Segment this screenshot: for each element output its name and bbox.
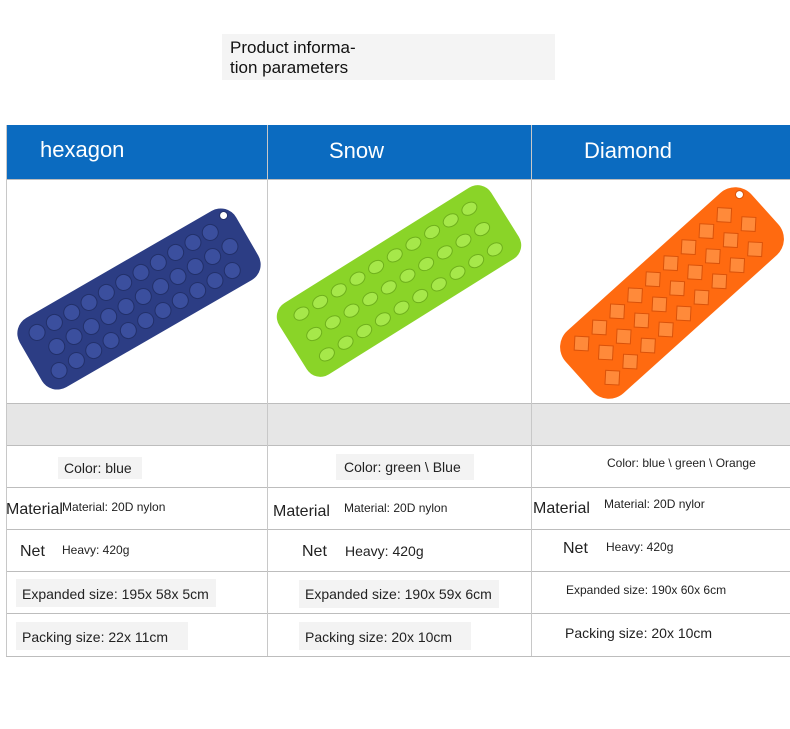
net-label: Net	[20, 543, 45, 560]
row-divider	[6, 445, 790, 446]
material-value: Material: 20D nylor	[604, 497, 705, 511]
product-image-diamond	[532, 181, 790, 403]
net-label: Net	[563, 540, 588, 557]
material-value: Material: 20D nylon	[344, 501, 448, 515]
row-divider	[6, 179, 790, 180]
col-divider	[267, 125, 268, 656]
weight-value: Heavy: 420g	[606, 540, 674, 554]
expanded-value: Expanded size: 190x 59x 6cm	[305, 586, 492, 602]
blank-row-cell	[268, 404, 531, 445]
color-value: Color: green \ Blue	[344, 459, 461, 475]
header-snow	[268, 125, 531, 179]
row-divider	[6, 613, 790, 614]
title-line-2: tion parameters	[230, 58, 349, 77]
expanded-value: Expanded size: 195x 58x 5cm	[22, 586, 209, 602]
blank-row-cell	[6, 404, 267, 445]
packing-value: Packing size: 20x 10cm	[565, 625, 713, 641]
material-value: Material: 20D nylon	[62, 500, 166, 514]
material-label: Material	[6, 501, 63, 518]
product-image-hexagon	[6, 181, 267, 403]
material-label: Material	[273, 503, 330, 520]
header-label: hexagon	[40, 137, 125, 162]
material-label: Material	[533, 500, 590, 517]
row-divider	[6, 656, 790, 657]
title-line-1: Product informa-	[230, 38, 356, 57]
net-label: Net	[302, 543, 327, 560]
header-label: Diamond	[584, 138, 673, 163]
expanded-value: Expanded size: 190x 60x 6cm	[566, 583, 727, 597]
col-divider	[531, 125, 532, 656]
packing-value: Packing size: 22x 11cm	[22, 629, 169, 645]
color-value: Color: blue	[64, 460, 132, 476]
page-title	[222, 34, 555, 80]
row-divider	[6, 403, 790, 404]
product-image-snow	[268, 181, 531, 403]
header-label: Snow	[329, 138, 385, 163]
row-divider	[6, 529, 790, 530]
blank-row-cell	[532, 404, 790, 445]
weight-value: Heavy: 420g	[62, 543, 130, 557]
col-divider	[6, 125, 7, 656]
color-value: Color: blue \ green \ Orange	[607, 456, 756, 470]
row-divider	[6, 571, 790, 572]
header-diamond	[532, 125, 790, 179]
row-divider	[6, 487, 790, 488]
packing-value: Packing size: 20x 10cm	[305, 629, 453, 645]
header-hexagon	[6, 125, 267, 179]
weight-value: Heavy: 420g	[345, 543, 424, 559]
